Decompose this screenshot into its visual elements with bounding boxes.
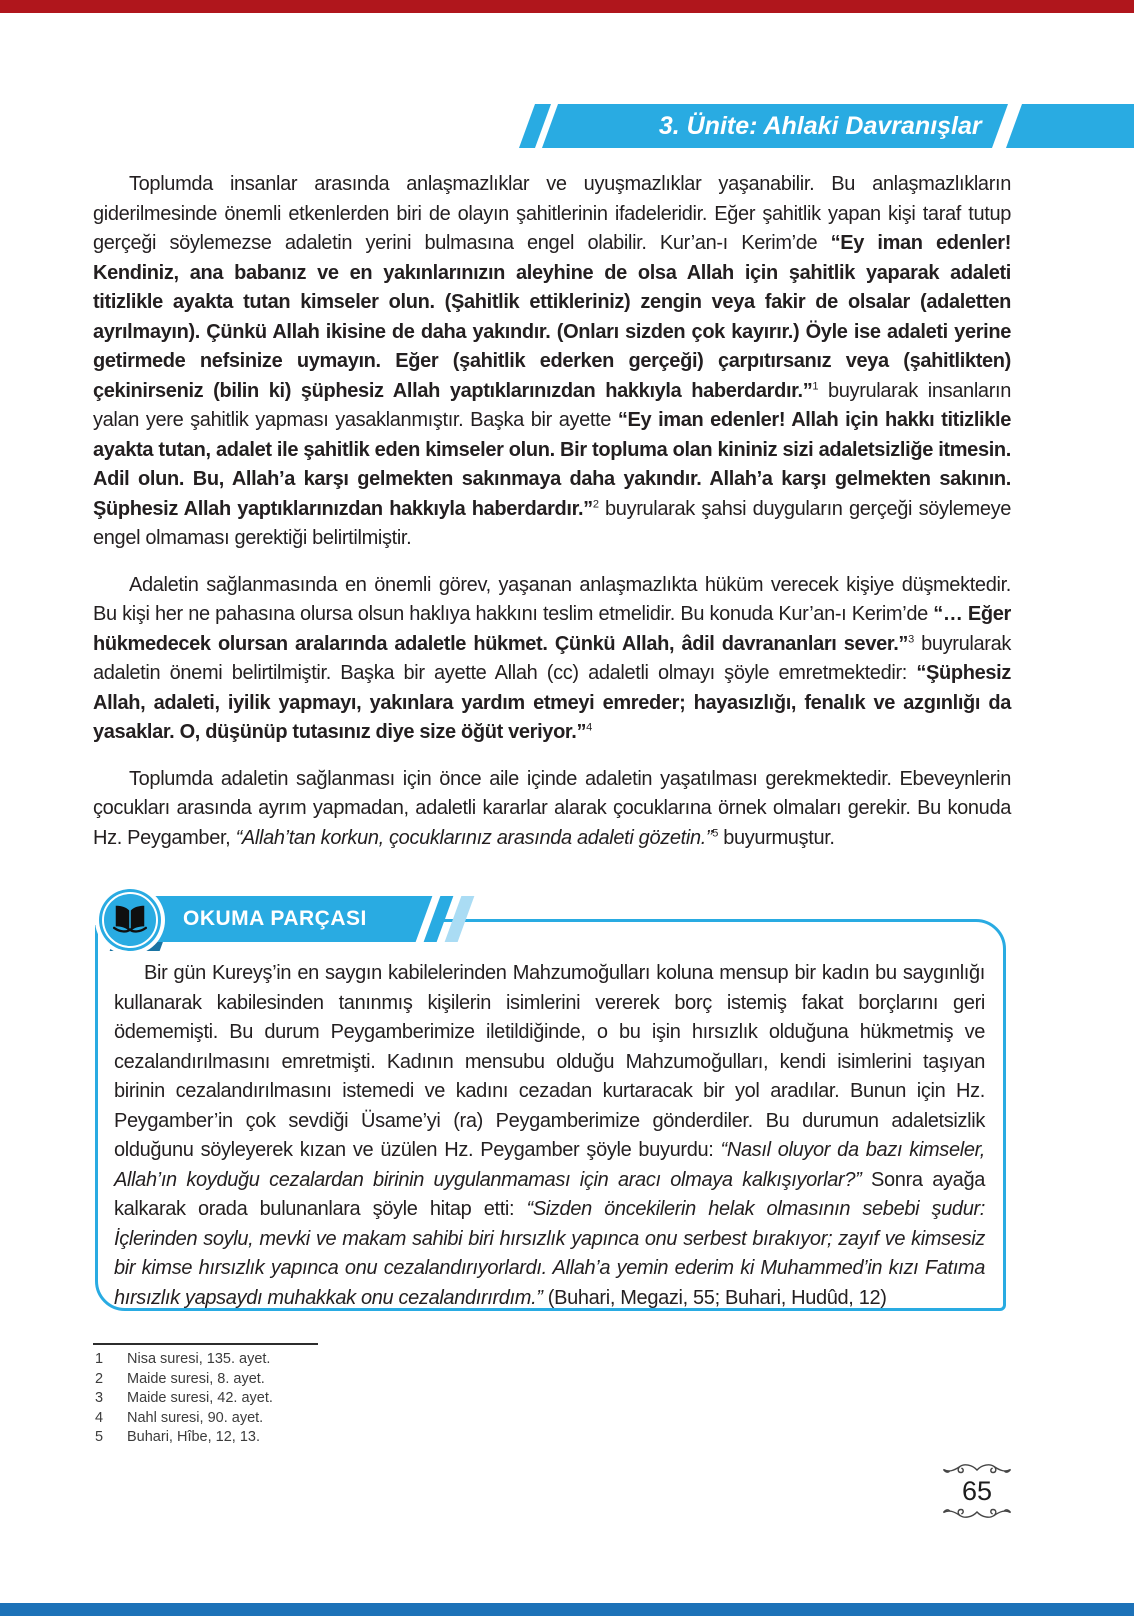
body-paragraph	[93, 571, 1011, 748]
footnotes	[95, 1350, 595, 1448]
footnote-number: 3	[95, 1390, 104, 1406]
text-run: Sonra ayağa kalkarak orada bulunanlara şöyle hitap etti:	[114, 1168, 985, 1220]
footnote-item	[95, 1370, 595, 1390]
reading-paragraph	[98, 922, 1003, 1313]
unit-title: 3. Ünite: Ahlaki Davranışlar	[659, 111, 982, 140]
text-run: “Şüphesiz Allah, adaleti, iyilik yapmayı, yakınlara yardım etmeyi emreder; hayasızlığı, fenalık ve azgınlığı da yasaklar. O, düşünüp tutasınız diye size öğüt veriyor.”	[93, 662, 1011, 743]
body-paragraph	[93, 170, 1011, 554]
reading-badge-circle	[99, 889, 161, 951]
footnote-reference: 3	[908, 632, 914, 645]
unit-banner-right	[1006, 104, 1134, 148]
footnote-reference: 4	[586, 721, 592, 734]
text-run: “Allah’tan korkun, çocuklarınız arasında adaleti gözetin.”	[235, 826, 713, 849]
text-run: “Nasıl oluyor da bazı kimseler, Allah’ın koyduğu cezalardan birinin uygulanmaması için aracı olmaya kalkışıyorlar?”	[114, 1139, 986, 1191]
text-run: “Ey iman edenler! Allah için hakkı titizlikle ayakta tutan, adalet ile şahitlik eden kimseler olun. Bir topluma olan kininiz sizi adaletsizliğe itmesin. Adil olun. Bu, Allah’a karşı gelmekten sakınmaya daha yakındır. Allah’a karşı gelmekten sakının. Şüphesiz Allah yaptıklarınızdan hakkıyla haberdardır.”	[93, 409, 1011, 520]
footnote-text: Maide suresi, 42. ayet.	[127, 1390, 273, 1406]
footnote-item	[95, 1389, 595, 1409]
footnote-divider	[93, 1343, 318, 1345]
reading-box	[95, 919, 1006, 1311]
page-number: 65	[961, 1476, 993, 1506]
footnote-number: 1	[95, 1351, 104, 1367]
text-run: “Sizden öncekilerin helak olmasının sebebi şudur: İçlerinden soylu, mevki ve makam sahibi biri hırsızlık yapınca onu serbest bırakıyor; zayıf ve kimsesiz bir kimse hırsızlık yapınca onu cezalandırıyorlardı. Allah’a yemin ederim ki Muhammed’in kızı Fatıma hırsızlık yapsaydı muhakkak onu cezalandırırdım.”	[114, 1198, 985, 1309]
text-run: Adaletin sağlanmasında en önemli görev, yaşanan anlaşmazlıkta hüküm verecek kişiye düşmektedir. Bu kişi her ne pahasına olursa olsun haklıya hakkını teslim etmelidir. Bu konuda Kur’an-ı Kerim’de	[93, 573, 1011, 625]
flourish-bottom-icon	[942, 1504, 1012, 1520]
body-text	[93, 170, 1011, 870]
bottom-edge-bar	[0, 1603, 1134, 1616]
text-run: (Buhari, Megazi, 55; Buhari, Hudûd, 12)	[542, 1286, 887, 1309]
footnote-item	[95, 1409, 595, 1429]
footnote-text: Nahl suresi, 90. ayet.	[127, 1409, 264, 1426]
footnote-text: Buhari, Hîbe, 12, 13.	[127, 1429, 260, 1445]
text-run: “… Eğer hükmedecek olursan aralarında adaletle hükmet. Çünkü Allah, âdil davrananları sever.”	[93, 603, 1011, 655]
footnote-reference: 5	[712, 826, 719, 839]
reading-banner	[118, 896, 433, 942]
text-run: “Ey iman edenler! Kendiniz, ana babanız ve en yakınlarınızın aleyhine de olsa Allah için şahitlik yaparak adaleti titizlikle ayakta tutan kimseler olun. (Şahitlik ettikleriniz) zengin veya fakir de olsalar (adaletten ayrılmayın). Çünkü Allah ikisine de daha yakındır. (Onları sizden çok kayırır.) Öyle ise adaleti yerine getirmede nefsinize uymayın. Eğer (şahitlik ederken gerçeği) çarpıtırsanız veya (şahitlikten) çekinirseniz (bilin ki) şüphesiz Allah yaptıklarınızdan hakkıyla haberdardır.”	[93, 232, 1012, 402]
unit-banner-main	[542, 104, 1008, 148]
text-run: buyrularak insanların yalan yere şahitlik yapması yasaklanmıştır. Başka bir ayette	[93, 379, 1011, 431]
footnote-number: 4	[95, 1409, 104, 1426]
footnote-item	[95, 1428, 595, 1448]
footnote-text: Maide suresi, 8. ayet.	[127, 1370, 265, 1387]
footnote-item	[95, 1350, 595, 1370]
footnote-number: 2	[95, 1370, 104, 1387]
footnote-text: Nisa suresi, 135. ayet.	[127, 1351, 271, 1367]
footnote-number: 5	[95, 1429, 104, 1445]
body-paragraph	[93, 765, 1011, 854]
unit-banner	[0, 104, 1134, 148]
open-book-icon	[111, 904, 149, 936]
text-run: Bir gün Kureyş’in en saygın kabilelerinden Mahzumoğulları koluna mensup bir kadın bu saygınlığı kullanarak kabilesinden tanınmış kişilerin isimlerini vererek borç istemiş fakat borçlarını geri ödememişti. Bu durum Peygamberimize iletildiğinde, o bu işin hırsızlık olduğuna hükmetmiş ve cezalandırılmasını emretmişti. Kadının mensubu olduğu Mahzumoğulları, kendi isimlerini taşıyan birinin cezalandırılmasını istemedi ve kadını cezadan kurtaracak bir yol aradılar. Bunun için Hz. Peygamber’in çok sevdiği Üsame’yi (ra) Peygamberimize gönderdiler. Bu durumun adaletsizlik olduğunu söyleyerek kızan ve üzülen Hz. Peygamber şöyle buyurdu:	[114, 962, 985, 1161]
reading-banner-title: OKUMA PARÇASI	[183, 907, 367, 930]
text-run: Toplumda insanlar arasında anlaşmazlıklar ve uyuşmazlıklar yaşanabilir. Bu anlaşmazlıkların giderilmesinde önemli etkenlerden biri de olayın şahitlerinin ifadeleridir. Eğer şahitlik yapan kişi taraf tutup gerçeği söylemezse adaletin yerini bulmasına engel olabilir. Kur’an-ı Kerim’de	[93, 173, 1011, 254]
footnote-reference: 2	[592, 497, 599, 510]
text-run: Toplumda adaletin sağlanması için önce aile içinde adaletin yaşatılması gerekmektedir. Ebeveynlerin çocukları arasında ayrım yapmadan, adaletli kararlar alarak çocuklarına örnek olmaları gerekir. Bu konuda Hz. Peygamber,	[93, 767, 1011, 849]
footnote-reference: 1	[812, 379, 819, 392]
text-run: buyrularak şahsi duyguların gerçeği söylemeye engel olmaması gerektiği belirtilmiştir.	[93, 497, 1012, 549]
text-run: buyrularak adaletin önemi belirtilmiştir. Başka bir ayette Allah (cc) adaletli olmayı şöyle emretmektedir:	[93, 632, 1011, 684]
top-edge-bar	[0, 0, 1134, 13]
page-number-ornament	[942, 1462, 1012, 1520]
text-run: buyurmuştur.	[718, 826, 835, 849]
